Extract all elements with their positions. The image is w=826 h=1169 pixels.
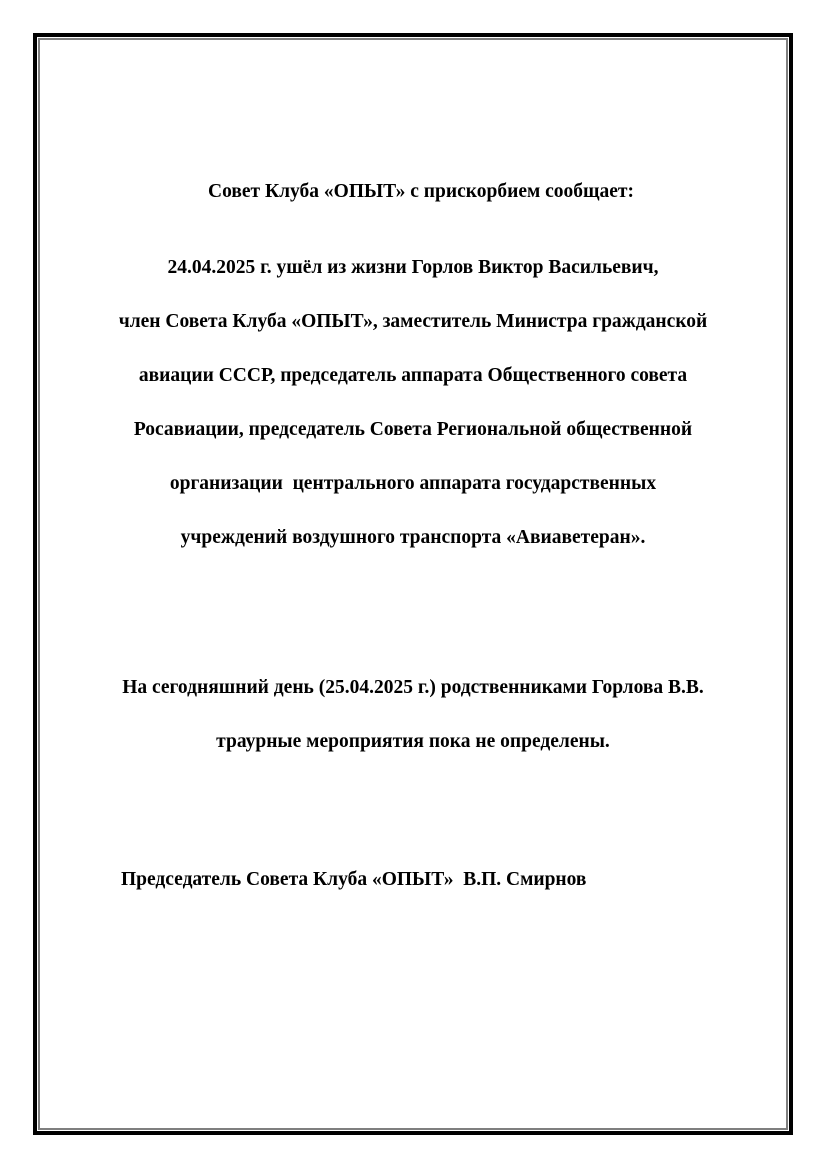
announcement-line-4: Росавиации, председатель Совета Региональной общественной xyxy=(133,419,693,440)
announcement-line-1: 24.04.2025 г. ушёл из жизни Горлов Виктор Васильевич, xyxy=(167,257,659,278)
announcement-line-3: авиации СССР, председатель аппарата Общественного совета xyxy=(138,365,688,386)
signature-line: Председатель Совета Клуба «ОПЫТ» В.П. Смирнов xyxy=(121,869,587,890)
note-line-2: траурные мероприятия пока не определены. xyxy=(216,731,610,752)
announcement-line-6: учреждений воздушного транспорта «Авиаветеран». xyxy=(180,527,646,548)
document-title: Совет Клуба «ОПЫТ» с прискорбием сообщает: xyxy=(207,181,634,202)
page-border-inner xyxy=(38,38,788,1130)
announcement-line-2: член Совета Клуба «ОПЫТ», заместитель Министра гражданской xyxy=(118,311,708,332)
note-paragraph xyxy=(118,661,708,769)
note-line-1: На сегодняшний день (25.04.2025 г.) родственниками Горлова В.В. xyxy=(122,677,704,698)
document-content xyxy=(118,165,708,907)
announcement-line-5: организации центрального аппарата государственных xyxy=(169,473,657,494)
announcement-paragraph xyxy=(118,241,708,565)
page-border-outer xyxy=(33,33,793,1135)
